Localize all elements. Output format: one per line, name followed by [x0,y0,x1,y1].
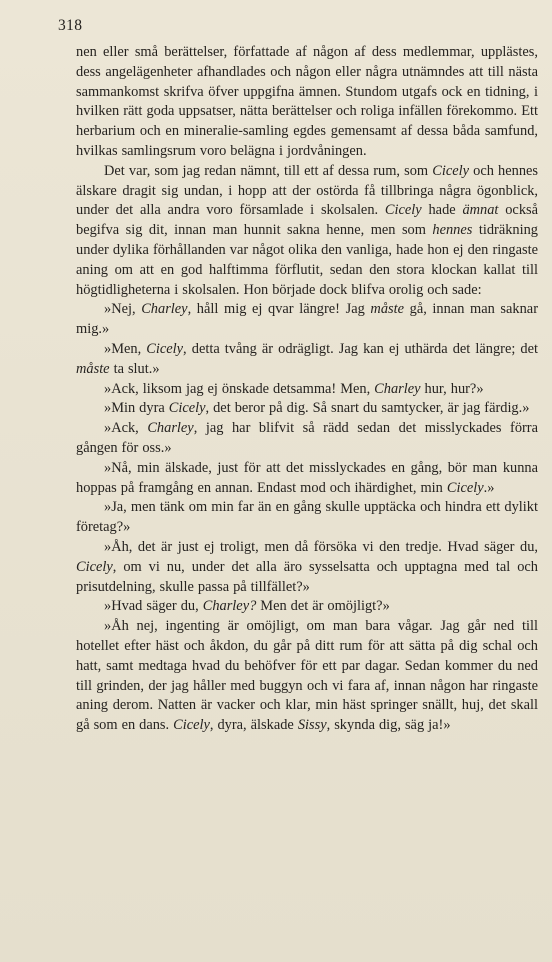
text-segment: .» [483,479,495,496]
text-segment: , dyra, älskade [209,717,298,734]
italic-text: Charley [141,301,188,318]
italic-text: Cicely [76,558,113,575]
text-segment: , jag har blifvit så rädd sedan det misslyckades förra gången för oss.» [76,420,538,456]
paragraph [76,498,538,538]
italic-text: Cicely [173,717,210,734]
italic-text: Cicely [432,162,470,179]
italic-text: Cicely [146,340,184,357]
paragraph [76,538,538,597]
text-segment: nen eller små berättelser, författade af någon af dess medlemmar, upplästes, dess angelägenheter afhandlades och någon eller några utnämndes att till nästa sammankomst skrifva öfver uppgifna ämnen. Stundom utgafs ock en tidning, i hvilken rätt goda uppsatser, nätta berättelser och roliga infällen förekommo. Ett herbarium och en mineralie-samling egdes gemensamt af dessa båda samfund, hvilkas samlingsrum voro belägna i jordvåningen. [76,44,538,159]
italic-text: Cicely [384,202,422,219]
text-segment: tidräkning under dylika förhållanden var något olika den vanliga, hade hon ej den ringaste aning om att en god halftimma förflutit, sedan den stora klockan kallat till högtidligheterna i skolsalen. Hon började dock blifva orolig och sade: [76,222,538,298]
text-segment: hade [421,202,463,219]
paragraph [76,43,538,162]
text-segment: »Min dyra [104,400,169,417]
paragraph [76,419,538,459]
text-segment: ta slut.» [109,360,160,377]
italic-text: ämnat [462,202,499,219]
paragraph [76,597,538,617]
body-text [76,43,538,736]
paragraph [76,617,538,736]
italic-text: Charley [147,420,194,437]
text-segment: Men det är omöjligt?» [256,598,390,615]
italic-text: Charley [374,380,421,397]
paragraph [76,399,538,419]
italic-text: Charley? [202,598,257,615]
text-segment: »Hvad säger du, [104,598,203,615]
text-segment: »Ack, liksom jag ej önskade detsamma! Men, [104,380,375,397]
paragraph [76,380,538,400]
text-segment: Det var, som jag redan nämnt, till ett af dessa rum, som [104,162,433,179]
text-segment: , det beror på dig. Så snart du samtycker, är jag färdig.» [205,400,530,417]
paragraph [76,340,538,380]
paragraph [76,300,538,340]
text-segment: »Nå, min älskade, just för att det misslyckades en gång, bör man kunna hoppas på framgång en annan. Endast mod och ihärdighet, min [76,459,538,496]
italic-text: Sissy [297,717,327,734]
text-segment: också begifva sig dit, innan man hunnit sakna henne, men som [76,202,539,239]
text-segment: »Men, [104,340,147,357]
text-segment: och hennes älskare dragit sig undan, i hopp att der ostörda få tillbringa några ögonblick, under det alla andra voro församlade i skolsalen. [76,162,539,219]
text-segment: »Nej, [104,301,142,318]
italic-text: Cicely [446,479,484,496]
paragraph [76,459,538,499]
text-segment: , om vi nu, under det alla äro sysselsatta och upptagna med tal och prisutdelning, skulle passa på tillfället?» [76,558,538,595]
text-segment: , detta tvång är odrägligt. Jag kan ej uthärda det längre; det [183,340,539,357]
text-segment: gå, innan man saknar mig.» [76,301,538,338]
italic-text: måste [370,301,404,318]
italic-text: Cicely [168,400,206,417]
text-segment: »Åh nej, ingenting är omöjligt, om man bara vågar. Jag går ned till hotellet efter häst och åkdon, du går på ditt rum för att sätta på dig schal och hatt, samt medtaga hvad du behöfver för ett par dagar. Sedan kommer du ned till grinden, der jag håller med buggyn och vi fara af, innan någon har ringaste aning derom. Natten är vacker och klar, min häst springer snällt, huj, det skall gå som en dans. [76,618,538,734]
text-segment: »Ack, [104,420,148,437]
text-segment: , håll mig ej qvar längre! Jag [187,301,371,318]
text-segment: , skynda dig, säg ja!» [326,717,451,734]
text-segment: »Åh, det är just ej troligt, men då försöka vi den tredje. Hvad säger du, [104,538,538,555]
italic-text: måste [76,360,110,377]
paragraph [76,162,538,301]
page-number: 318 [58,17,83,34]
text-segment: »Ja, men tänk om min far än en gång skulle upptäcka och hindra ett dylikt företag?» [76,499,538,536]
text-segment: hur, hur?» [420,380,484,397]
italic-text: hennes [432,222,473,239]
